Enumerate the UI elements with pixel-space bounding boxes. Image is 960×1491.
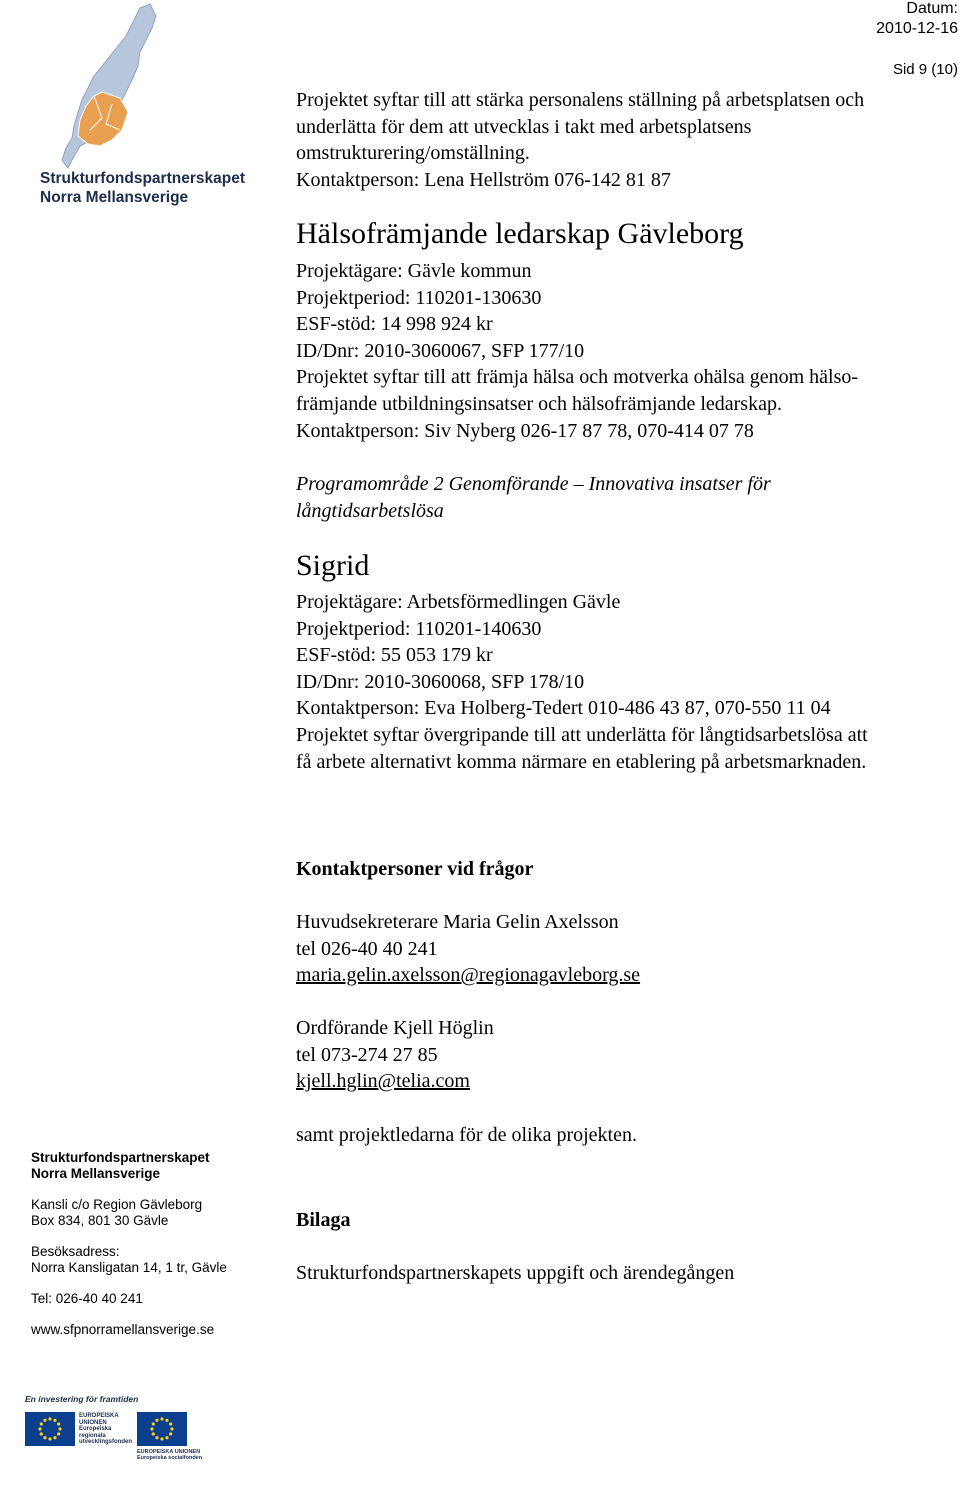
eu-fund-2-line: Europeiska socialfonden	[137, 1455, 203, 1461]
date: 2010-12-16	[876, 20, 958, 37]
contact-person-1	[296, 909, 640, 989]
logo-line-2: Norra Mellansverige	[40, 189, 189, 206]
program-area-line: långtidsarbetslösa	[296, 499, 444, 522]
contact-1-phone: tel 026-40 40 241	[296, 937, 438, 960]
project2-purpose: Projektet syftar övergripande till att underlätta för långtidsarbetslösa att	[296, 723, 868, 746]
contact-person-2	[296, 1015, 494, 1095]
footer-visit-label: Besöksadress:	[31, 1244, 120, 1259]
project1-id: ID/Dnr: 2010-3060067, SFP 177/10	[296, 339, 585, 362]
logo-line-1: Strukturfondspartnerskapet	[40, 170, 245, 187]
eu-fund-1	[79, 1413, 132, 1446]
project1-owner: Projektägare: Gävle kommun	[296, 260, 532, 282]
attachment-heading: Bilaga	[296, 1209, 351, 1231]
project2-esf: ESF-stöd: 55 053 179 kr	[296, 644, 493, 667]
contacts-closing: samt projektledarna för de olika projekten.	[296, 1124, 637, 1146]
footer-address-1: Kansli c/o Region Gävleborg	[31, 1197, 203, 1212]
project1-contact: Kontaktperson: Siv Nyberg 026-17 87 78, 070-414 07 78	[296, 419, 754, 442]
project1-purpose: främjande utbildningsinsatser och hälsofrämjande ledarskap.	[296, 392, 782, 415]
project2-purpose: få arbete alternativt komma närmare en etablering på arbetsmarknaden.	[296, 750, 867, 773]
project1-details	[296, 258, 858, 444]
date-label: Datum:	[906, 0, 958, 17]
footer-visit: Norra Kansligatan 14, 1 tr, Gävle	[31, 1260, 227, 1275]
project1-purpose: Projektet syftar till att främja hälsa och motverka ohälsa genom hälso-	[296, 366, 859, 389]
eu-tagline: En investering för framtiden	[25, 1394, 139, 1404]
footer-address-2: Box 834, 801 30 Gävle	[31, 1213, 169, 1228]
project2-contact: Kontaktperson: Eva Holberg-Tedert 010-486 43 87, 070-550 11 04	[296, 697, 831, 720]
project2-id: ID/Dnr: 2010-3060068, SFP 178/10	[296, 670, 585, 693]
footer-tel: Tel: 026-40 40 241	[31, 1291, 143, 1306]
footer-org-2: Norra Mellansverige	[31, 1166, 161, 1181]
project2-period: Projektperiod: 110201-140630	[296, 617, 542, 640]
eu-flag-icon-2	[137, 1412, 187, 1446]
intro-line: omstrukturering/omställning.	[296, 142, 530, 165]
eu-banner	[25, 1392, 225, 1472]
eu-flag-icon	[25, 1412, 75, 1446]
eu-fund-2-line: EUROPEISKA UNIONEN	[137, 1449, 201, 1455]
contacts-heading: Kontaktpersoner vid frågor	[296, 858, 534, 880]
contact-2-email-link[interactable]: kjell.hglin@telia.com	[296, 1070, 470, 1093]
attachment-text: Strukturfondspartnerskapets uppgift och ärendegången	[296, 1262, 735, 1284]
logo	[22, 0, 245, 215]
eu-fund-1-line: UNIONEN	[79, 1419, 107, 1426]
project2-owner: Projektägare: Arbetsförmedlingen Gävle	[296, 591, 621, 613]
program-area-line: Programområde 2 Genomförande – Innovativa insatser för	[296, 473, 771, 495]
eu-fund-1-line: regionala	[79, 1432, 106, 1439]
intro-line: Projektet syftar till att stärka personalens ställning på arbetsplatsen och	[296, 89, 865, 111]
intro-paragraph	[296, 87, 864, 193]
project1-period: Projektperiod: 110201-130630	[296, 286, 542, 309]
project2-title: Sigrid	[296, 549, 370, 582]
footer-web: www.sfpnorramellansverige.se	[31, 1322, 215, 1337]
contact-1-email-link[interactable]: maria.gelin.axelsson@regionagavleborg.se	[296, 964, 641, 987]
eu-fund-1-line: Europeiska	[79, 1426, 112, 1433]
sweden-map-icon	[22, 0, 240, 170]
eu-fund-2	[137, 1449, 202, 1461]
eu-fund-1-line: EUROPEISKA	[79, 1413, 119, 1419]
intro-contact: Kontaktperson: Lena Hellström 076-142 81 87	[296, 168, 671, 191]
page-number: Sid 9 (10)	[892, 61, 958, 78]
contact-2-name: Ordförande Kjell Höglin	[296, 1017, 494, 1039]
footer-org-1: Strukturfondspartnerskapet	[31, 1150, 210, 1165]
project1-title: Hälsofrämjande ledarskap Gävleborg	[296, 217, 744, 250]
program-area-heading	[296, 471, 771, 524]
intro-line: underlätta för dem att utvecklas i takt med arbetsplatsens	[296, 115, 752, 138]
contact-1-name: Huvudsekreterare Maria Gelin Axelsson	[296, 911, 619, 933]
contact-2-phone: tel 073-274 27 85	[296, 1043, 438, 1066]
eu-fund-1-line: utvecklingsfonden	[79, 1439, 133, 1446]
project2-details	[296, 589, 868, 775]
project1-esf: ESF-stöd: 14 998 924 kr	[296, 313, 493, 336]
